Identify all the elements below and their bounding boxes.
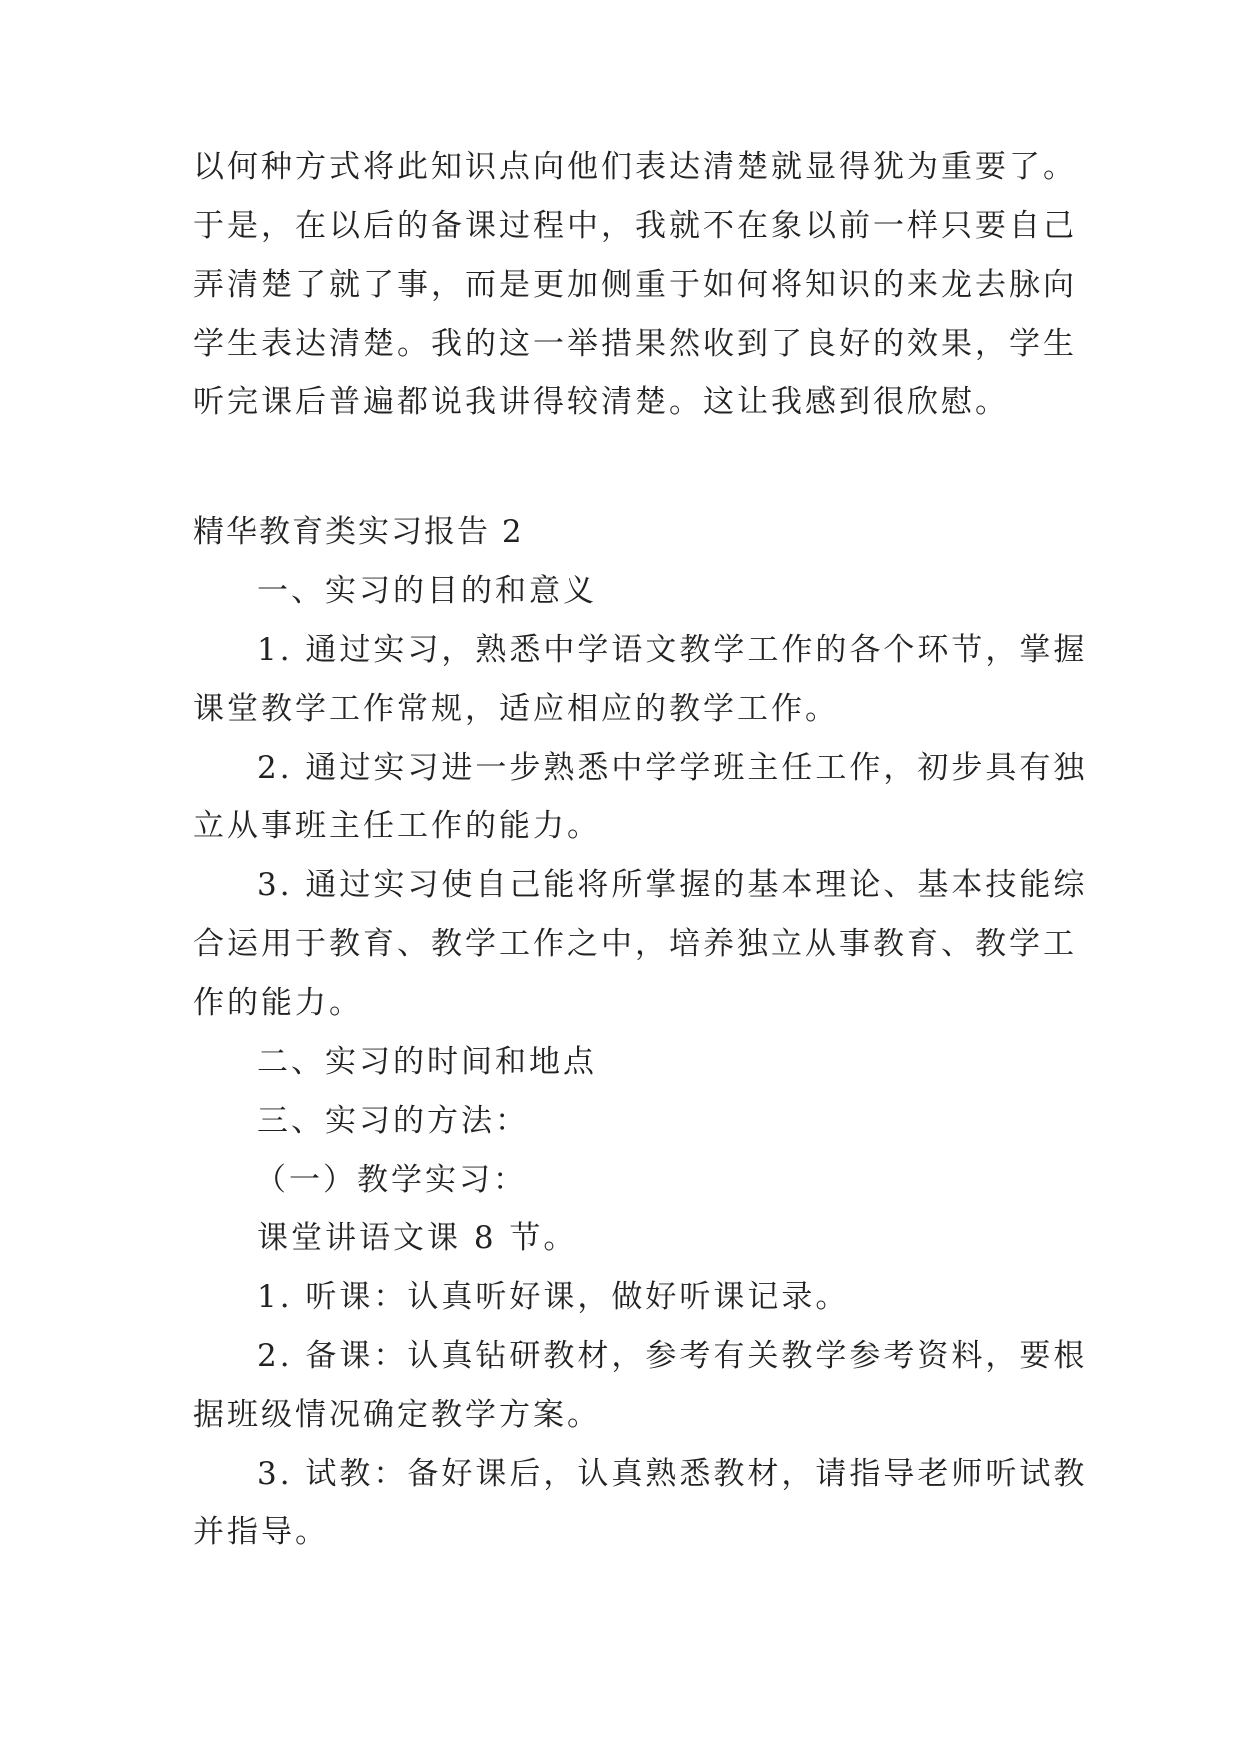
method-item-line: 据班级情况确定教学方案。 (193, 1397, 601, 1433)
list-item-line: 1. 通过实习，熟悉中学语文教学工作的各个环节，掌握 (257, 632, 1088, 668)
section-title: 精华教育类实习报告 2 (193, 514, 524, 550)
class-count-line: 课堂讲语文课 8 节。 (257, 1220, 578, 1256)
paragraph-line: 以何种方式将此知识点向他们表达清楚就显得犹为重要了。 (193, 149, 1077, 185)
method-item-line: 3. 试教：备好课后，认真熟悉教材，请指导老师听试教 (257, 1456, 1088, 1492)
list-item-line: 2. 通过实习进一步熟悉中学学班主任工作，初步具有独 (257, 750, 1088, 786)
method-item-line: 2. 备课：认真钻研教材，参考有关教学参考资料，要根 (257, 1338, 1088, 1374)
paragraph-line: 弄清楚了就了事，而是更加侧重于如何将知识的来龙去脉向 (193, 267, 1077, 303)
list-item-line: 合运用于教育、教学工作之中，培养独立从事教育、教学工 (193, 926, 1077, 962)
list-item-line: 立从事班主任工作的能力。 (193, 808, 601, 844)
list-item-line: 3. 通过实习使自己能将所掌握的基本理论、基本技能综 (257, 867, 1088, 903)
paragraph-line: 听完课后普遍都说我讲得较清楚。这让我感到很欣慰。 (193, 384, 1009, 420)
section-1-heading: 一、实习的目的和意义 (257, 573, 597, 609)
method-item-line: 1. 听课：认真听好课，做好听课记录。 (257, 1279, 850, 1315)
subsection-1-heading: （一）教学实习： (255, 1162, 527, 1198)
method-item-line: 并指导。 (193, 1514, 329, 1550)
section-3-heading: 三、实习的方法： (257, 1103, 529, 1139)
paragraph-line: 于是，在以后的备课过程中，我就不在象以前一样只要自己 (193, 208, 1077, 244)
section-2-heading: 二、实习的时间和地点 (257, 1044, 597, 1080)
paragraph-line: 学生表达清楚。我的这一举措果然收到了良好的效果，学生 (193, 326, 1077, 362)
list-item-line: 作的能力。 (193, 985, 363, 1021)
list-item-line: 课堂教学工作常规，适应相应的教学工作。 (193, 691, 839, 727)
